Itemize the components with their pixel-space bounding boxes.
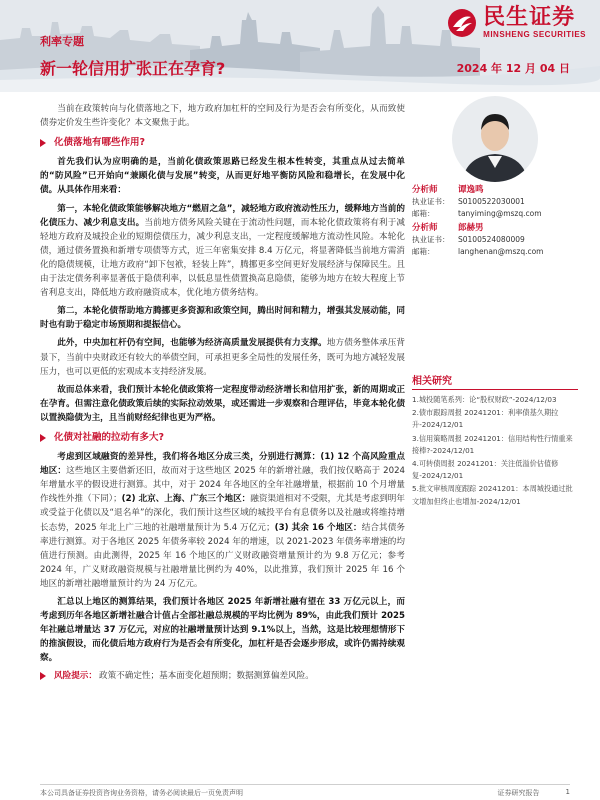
related-research-link[interactable]: 3.信用策略周报 20241201：信用结构性行情重来接棒?-2024/12/01 (412, 433, 573, 455)
footer (40, 788, 570, 798)
triangle-bullet-icon (40, 139, 46, 147)
analyst-card: 分析师 郎赫男 执业证书： S0100524080009 邮箱： langhenan@mszq.com (412, 223, 544, 256)
risk-warning: 风险提示： 政策不确定性；基本面变化超预期；数据测算偏差风险。 (40, 669, 405, 683)
minsheng-logo-icon (447, 8, 477, 38)
section-heading: 化债落地有哪些作用? (40, 136, 405, 150)
brand-name-en: MINSHENG SECURITIES (483, 30, 586, 39)
related-research-item (412, 407, 578, 431)
paragraph: 此外，中央加杠杆仍有空间，也能够为经济高质量发展提供有力支撑。地方债务整体承压背景下，当前中央财政还有较大的举债空间，可承担更多全局性的发展任务，既可为地方减轻发展压力，也可以更低的宏观成本支持经济发展。 (40, 338, 405, 377)
report-date: 2024 年 12 月 04 日 (456, 62, 570, 75)
related-research-list (412, 394, 578, 509)
related-research-item (412, 458, 578, 482)
paragraph: 故而总体来看，我们预计本轮化债政策将一定程度带动经济增长和信用扩张，新的周期或正在孕育。但需注意化债政策后续的实际拉动效果，或还需进一步观察和合理评估，毕竟本轮化债以置换隐债为主，且当前财经纪律也更为严格。 (40, 384, 405, 423)
related-research-heading: 相关研究 (412, 372, 578, 390)
paragraph: 第一，本轮化债政策能够解决地方“燃眉之急”，减轻地方政府流动性压力，缓释地方当前的化债压力、减少利息支出。当前地方债务风险关键在于流动性问题，而本轮化债政策将有利于减轻地方政府及城投企业的短期偿债压力，减少利息支出，一定程度缓解地方流动性风险。本轮化债，通过债务置换和新增专项债等方式，近三年密集安排 8.4 万亿元，将显著降低当前地方需消化的隐债规模，让地方政府“卸下包袱，轻装上阵”，腾挪更多空间更好发展经济与保障民生。且由于法定债务利率显著低于隐债利率，以低息显性债置换高息隐债，能够为地方在较大程度上节省利息支出，降低地方政府融资成本，优化地方债务结构。 (40, 203, 405, 299)
analyst-email-link[interactable]: langhenan@mszq.com (458, 247, 544, 256)
brand-name-cn: 民生证券 (483, 5, 576, 30)
brand-logo (447, 6, 586, 39)
related-research-link[interactable]: 4.可转债周报 20241201：关注低溢价估值修复-2024/12/01 (412, 459, 559, 481)
disclaimer-note: 本公司具备证券投资咨询业务资格，请务必阅读最后一页免责声明 (40, 789, 243, 797)
related-research-link[interactable]: 2.债市跟踪周报 20241201：利率债基久期拉升-2024/12/01 (412, 408, 559, 430)
intro-paragraph: 当前在政策转向与化债落地之下，地方政府加杠杆的空间及行为是否会有所变化，从而致使债券定价发生些许变化？本文聚焦于此。 (40, 104, 405, 129)
related-research-item (412, 433, 578, 457)
report-category: 利率专题 (40, 35, 84, 48)
report-body (40, 102, 405, 684)
report-title: 新一轮信用扩张正在孕育? (40, 59, 226, 78)
related-research-link[interactable]: 5.批文审核周度跟踪 20241201：本周城投通过批文增加但终止也增加-2024/12/01 (412, 484, 573, 506)
paragraph: 汇总以上地区的测算结果，我们预计各地区 2025 年新增社融有望在 33 万亿元以上，而考虑到历年各地区新增社融合计值占全部社融总规模的平均比例为 89%，由此我们预计 2025 年社融总增量达 37 万亿元，对应的社融增量预计达到 9.1%以上，当然，这是比较理想情形下的推演假设，而化债后地方政府行为是否会有所变化，加杠杆是否会逐步形成，或许仍需持续观察。 (40, 597, 405, 664)
related-research-item (412, 394, 578, 406)
related-research-item (412, 483, 578, 507)
page-number: 1 (565, 788, 570, 796)
section-heading: 化债对社融的拉动有多大? (40, 431, 405, 445)
paragraph: 考虑到区域融资的差异性，我们将各地区分成三类，分别进行测算：(1) 12 个高风险重点地区：这些地区主要借新还旧，故而对于这些地区 2025 年的新增社融，我们按仅略高于 2024 年增量水平的假设进行测算。其中，对于 2024 年各地区的全年社融增量，根据前 10 个月增量作线性外推（下同）；(2) 北京、上海、广东三个地区：融资渠道相对不受限，尤其是考虑到明年或受益于化债以及“退名单”的深化，我们预计这些区域的城投平台有息债务以及社融或将维持增长态势，2025 年北上广三地的社融增量预计为 5.4 万亿元；(3) 其余 16 个地区：结合其债务率进行测算。对于各地区 2025 年债务率较 2024 年的增速，以 2021-2023 年债务率增速的均值进行预测。由此测得，2025 年 16 个地区的广义财政融资增量预计约为 9.8 万亿元；参考 2024 年，广义财政融资规模与社融增量比例约为 40%，以此推算，我们预计 2025 年 16 个地区的新增社融增量预计约为 24 万亿元。 (40, 452, 406, 589)
triangle-bullet-icon (40, 434, 46, 442)
analyst-card: 分析师 谭逸鸣 执业证书： S0100522030001 邮箱： tanyiming@mszq.com (412, 185, 542, 218)
analyst-email-link[interactable]: tanyiming@mszq.com (458, 209, 542, 218)
report-type: 证券研究报告 (497, 789, 540, 797)
related-research-link[interactable]: 1.城投随笔系列：论“股权财政”-2024/12/03 (412, 395, 557, 404)
footer-divider (40, 784, 570, 785)
triangle-bullet-icon (40, 672, 46, 680)
analyst-portrait-icon (452, 96, 538, 182)
header-banner (0, 0, 600, 92)
analyst-photo (452, 96, 538, 182)
paragraph: 第二，本轮化债帮助地方腾挪更多资源和政策空间，腾出时间和精力，增强其发展动能，同时也有助于稳定市场预期和提振信心。 (40, 306, 405, 331)
paragraph: 首先我们认为应明确的是，当前化债政策思路已经发生根本性转变，其重点从过去简单的“防风险”已开始向“兼顾化债与发展”转变，从而更好地平衡防风险和稳增长，在发展中化债。从具体作用来看： (40, 157, 405, 196)
